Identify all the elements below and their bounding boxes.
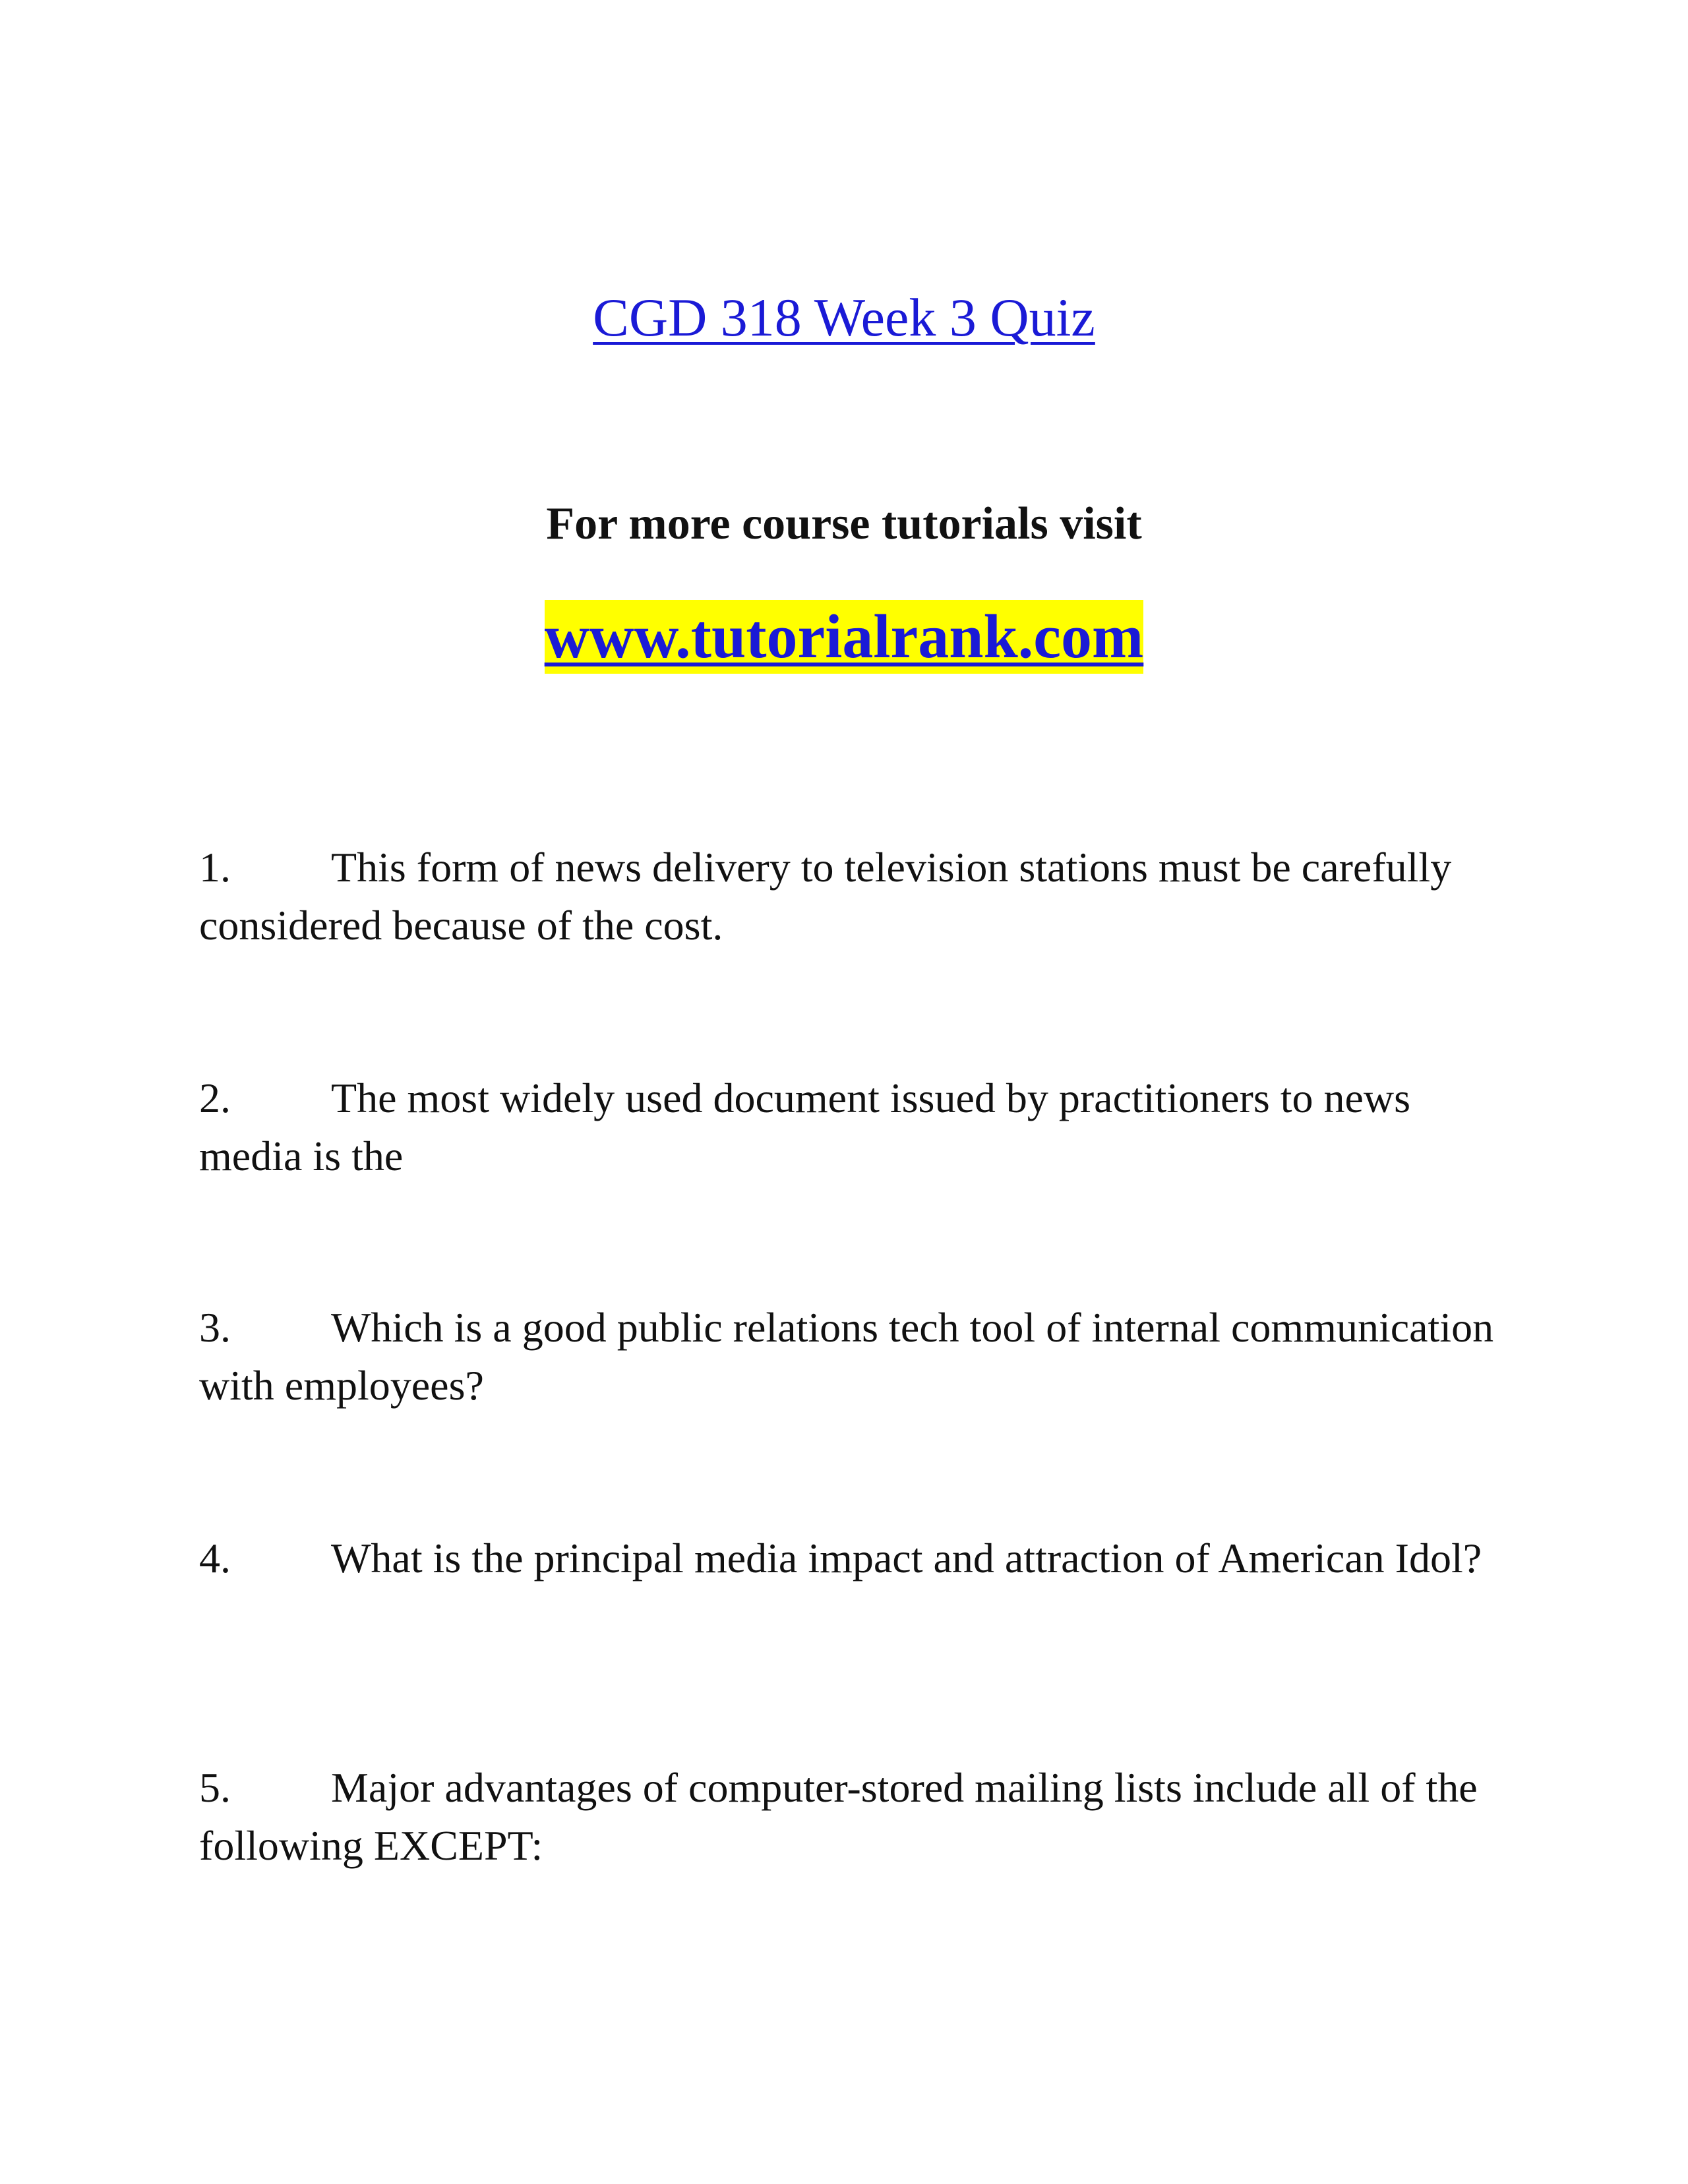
question-number: 2. [199, 1075, 231, 1121]
question-number: 4. [199, 1535, 231, 1581]
question-item [199, 1069, 1505, 1185]
question-text: Which is a good public relations tech tool of internal communication with employees? [199, 1304, 1494, 1409]
question-number: 1. [199, 844, 231, 891]
question-item [199, 839, 1505, 955]
question-text: The most widely used document issued by practitioners to news media is the [199, 1075, 1411, 1179]
question-item [199, 1299, 1505, 1415]
question-item [199, 1529, 1505, 1587]
question-number: 5. [199, 1764, 231, 1811]
quiz-title-link[interactable]: CGD 318 Week 3 Quiz [593, 287, 1095, 347]
question-item [199, 1759, 1505, 1875]
question-text: This form of news delivery to television stations must be carefully considered because of the cost. [199, 844, 1452, 949]
visit-heading: For more course tutorials visit [546, 498, 1142, 549]
website-container [0, 600, 1688, 674]
website-link[interactable]: www.tutorialrank.com [545, 600, 1144, 674]
question-text: Major advantages of computer-stored mailing lists include all of the following EXCEPT: [199, 1764, 1478, 1869]
question-number: 3. [199, 1304, 231, 1351]
question-text: What is the principal media impact and attraction of American Idol? [331, 1535, 1482, 1581]
